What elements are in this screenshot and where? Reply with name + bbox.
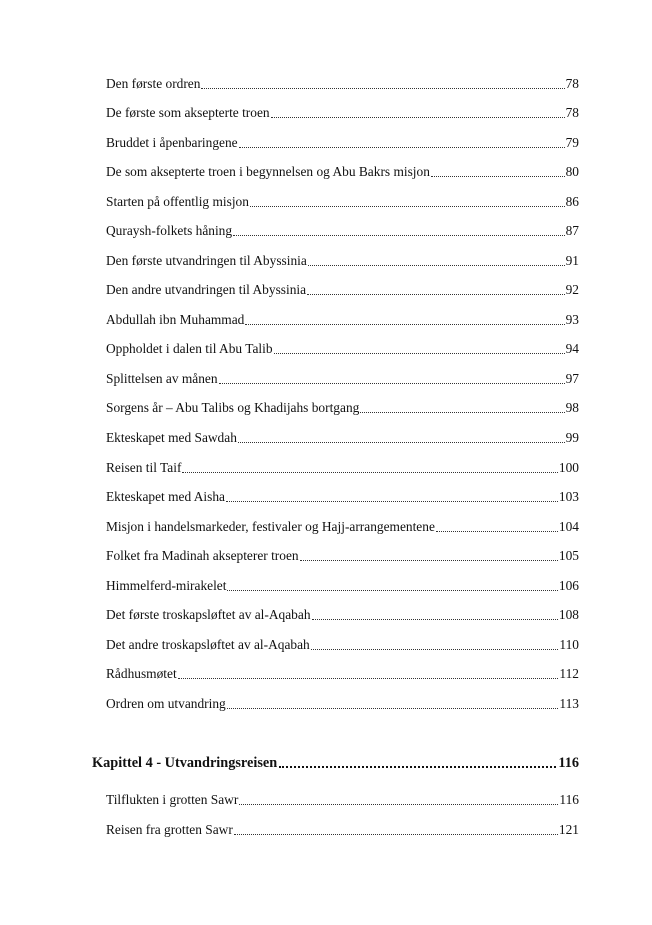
dot-leader bbox=[239, 137, 565, 148]
toc-entry-page: 113 bbox=[559, 696, 579, 711]
toc-entry bbox=[106, 515, 579, 535]
dot-leader bbox=[312, 609, 558, 620]
toc-entry-page: 80 bbox=[565, 164, 579, 179]
toc-entry-page: 94 bbox=[565, 341, 579, 356]
dot-leader bbox=[227, 698, 559, 709]
toc-entry-title: Den første utvandringen til Abyssinia bbox=[106, 253, 307, 268]
toc-entry-title: De første som aksepterte troen bbox=[106, 105, 270, 120]
toc-entry-page: 103 bbox=[558, 489, 579, 504]
toc-entry-title: Splittelsen av månen bbox=[106, 371, 218, 386]
toc-entry bbox=[106, 485, 579, 505]
toc-entry-title: Starten på offentlig misjon bbox=[106, 194, 249, 209]
dot-leader bbox=[234, 824, 558, 835]
dot-leader bbox=[201, 78, 564, 89]
toc-entry bbox=[106, 160, 579, 180]
toc-entry bbox=[106, 337, 579, 357]
toc-entry-page: 98 bbox=[565, 400, 579, 415]
dot-leader bbox=[311, 639, 559, 650]
toc-entry bbox=[106, 249, 579, 269]
toc-entry-title: Rådhusmøtet bbox=[106, 666, 177, 681]
toc-entry-page: 100 bbox=[558, 460, 579, 475]
toc-entry-title: Reisen fra grotten Sawr bbox=[106, 822, 233, 837]
toc-entry bbox=[106, 692, 579, 712]
toc-entry-page: 87 bbox=[565, 223, 579, 238]
toc-entry-title: Misjon i handelsmarkeder, festivaler og Hajj-arrangementene bbox=[106, 519, 435, 534]
toc-entry bbox=[106, 544, 579, 564]
dot-leader bbox=[307, 284, 565, 295]
toc-entry bbox=[106, 101, 579, 121]
toc-entry bbox=[106, 131, 579, 151]
toc-entry bbox=[106, 367, 579, 387]
toc-entry-title: Oppholdet i dalen til Abu Talib bbox=[106, 341, 273, 356]
toc-entry-title: Tilflukten i grotten Sawr bbox=[106, 792, 239, 807]
toc-entry bbox=[106, 456, 579, 476]
toc-entry-page: 121 bbox=[558, 822, 579, 837]
toc-entry-page: 92 bbox=[565, 282, 579, 297]
dot-leader bbox=[239, 794, 558, 805]
toc-entry-title: Ordren om utvandring bbox=[106, 696, 226, 711]
dot-leader bbox=[431, 166, 565, 177]
toc-entry bbox=[106, 426, 579, 446]
toc-entry bbox=[106, 788, 579, 808]
toc-entry-title: Himmelferd-mirakelet bbox=[106, 578, 227, 593]
dot-leader bbox=[227, 580, 557, 591]
toc-entry-title: Folket fra Madinah aksepterer troen bbox=[106, 548, 299, 563]
toc-entry-page: 91 bbox=[565, 253, 579, 268]
toc-entry-title: Ekteskapet med Aisha bbox=[106, 489, 225, 504]
dot-leader bbox=[233, 225, 565, 236]
dot-leader bbox=[271, 107, 565, 118]
toc-entry bbox=[106, 603, 579, 623]
toc-entry-page: 97 bbox=[565, 371, 579, 386]
toc-entry-title: Det andre troskapsløftet av al-Aqabah bbox=[106, 637, 310, 652]
dot-leader bbox=[274, 343, 565, 354]
dot-leader bbox=[182, 462, 557, 473]
dot-leader bbox=[226, 491, 558, 502]
chapter-page: 116 bbox=[558, 755, 579, 771]
toc-entry-title: Reisen til Taif bbox=[106, 460, 182, 475]
dot-leader bbox=[219, 373, 565, 384]
toc-entry-page: 116 bbox=[559, 792, 579, 807]
toc-entry-page: 93 bbox=[565, 312, 579, 327]
toc-entry-page: 110 bbox=[559, 637, 579, 652]
toc-entry bbox=[106, 574, 579, 594]
toc-entry bbox=[106, 278, 579, 298]
toc-entry-page: 105 bbox=[558, 548, 579, 563]
toc-entry bbox=[106, 190, 579, 210]
toc-entry-page: 106 bbox=[558, 578, 579, 593]
toc-entry-title: Quraysh-folkets håning bbox=[106, 223, 233, 238]
toc-entry bbox=[106, 662, 579, 682]
toc-entry-page: 108 bbox=[558, 607, 579, 622]
toc-entry-title: Sorgens år – Abu Talibs og Khadijahs bortgang bbox=[106, 400, 360, 415]
dot-leader bbox=[308, 255, 565, 266]
dot-leader bbox=[279, 756, 556, 768]
toc-entry-title: De som aksepterte troen i begynnelsen og Abu Bakrs misjon bbox=[106, 164, 430, 179]
toc-entry-title: Bruddet i åpenbaringene bbox=[106, 135, 238, 150]
toc-entry bbox=[106, 219, 579, 239]
toc-entry-page: 104 bbox=[558, 519, 579, 534]
dot-leader bbox=[245, 314, 564, 325]
toc-entry-title: Ekteskapet med Sawdah bbox=[106, 430, 237, 445]
toc-entry-page: 99 bbox=[565, 430, 579, 445]
dot-leader bbox=[436, 521, 558, 532]
chapter-title: Kapittel 4 - Utvandringsreisen bbox=[92, 755, 278, 771]
dot-leader bbox=[178, 668, 559, 679]
dot-leader bbox=[360, 402, 564, 413]
toc-entry-title: Abdullah ibn Muhammad bbox=[106, 312, 245, 327]
dot-leader bbox=[300, 550, 558, 561]
toc-entry-page: 78 bbox=[565, 105, 579, 120]
toc-chapter-heading bbox=[92, 750, 579, 772]
toc-entry bbox=[106, 72, 579, 92]
toc-entry-title: Den andre utvandringen til Abyssinia bbox=[106, 282, 307, 297]
toc-entry bbox=[106, 818, 579, 838]
dot-leader bbox=[250, 196, 565, 207]
dot-leader bbox=[238, 432, 565, 443]
toc-entry-title: Den første ordren bbox=[106, 76, 201, 91]
toc-entry-page: 78 bbox=[565, 76, 579, 91]
toc-entry-page: 79 bbox=[565, 135, 579, 150]
toc-entry-page: 86 bbox=[565, 194, 579, 209]
toc-entry-title: Det første troskapsløftet av al-Aqabah bbox=[106, 607, 311, 622]
toc-entry bbox=[106, 308, 579, 328]
toc-entry-page: 112 bbox=[559, 666, 579, 681]
toc-entry bbox=[106, 633, 579, 653]
toc-entry bbox=[106, 396, 579, 416]
